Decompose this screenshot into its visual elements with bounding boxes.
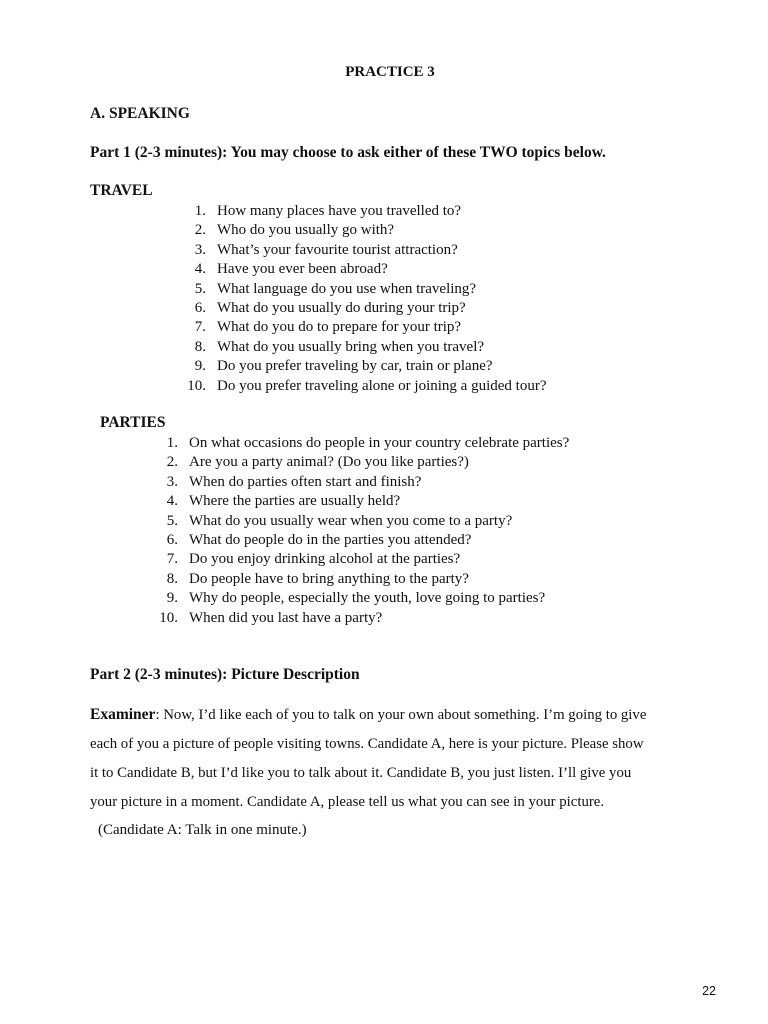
item-number: 9. [166,590,178,607]
paragraph-line: each of you a picture of people visiting towns. Candidate A, here is your picture. Please show [90,736,644,752]
part1-heading: Part 1 (2-3 minutes): You may choose to ask either of these TWO topics below. [90,144,606,161]
paragraph-line: : Now, I’d like each of you to talk on your own about something. I’m going to give [155,707,647,723]
list-item [152,570,569,589]
list-item [180,318,546,337]
list-item [152,453,569,472]
item-number: 6. [194,299,206,316]
list-item [180,260,546,279]
item-number: 3. [166,473,178,490]
item-text: What do you do to prepare for your trip? [217,319,462,336]
item-number: 5. [166,512,178,529]
item-number: 3. [194,241,206,258]
item-text: Do you enjoy drinking alcohol at the parties? [189,551,461,568]
list-item [152,492,569,511]
item-text: When did you last have a party? [189,609,383,626]
paragraph-line: your picture in a moment. Candidate A, please tell us what you can see in your picture. [90,794,605,810]
item-number: 7. [166,551,178,568]
parties-heading: PARTIES [100,414,166,431]
list-item [180,202,546,221]
paragraph-line: it to Candidate B, but I’d like you to talk about it. Candidate B, you just listen. I’ll give you [90,765,632,781]
item-number: 7. [194,319,206,336]
page-title: PRACTICE 3 [345,64,435,80]
list-item [180,338,546,357]
item-number: 2. [194,222,206,239]
travel-heading: TRAVEL [90,182,153,199]
item-number: 2. [166,454,178,471]
parties-question-list [152,434,569,628]
item-text: What language do you use when traveling? [217,280,477,297]
item-text: What do people do in the parties you attended? [189,531,472,548]
item-number: 10. [159,609,178,626]
item-text: What’s your favourite tourist attraction? [217,241,458,258]
candidate-note: (Candidate A: Talk in one minute.) [98,822,307,838]
item-text: When do parties often start and finish? [189,473,422,490]
list-item [152,434,569,453]
item-text: Are you a party animal? (Do you like parties?) [189,454,469,471]
item-text: How many places have you travelled to? [217,203,462,219]
item-number: 1. [166,435,178,451]
item-text: Who do you usually go with? [217,222,395,239]
section-heading: A. SPEAKING [90,105,190,122]
item-text: Where the parties are usually held? [189,493,401,510]
list-item [152,550,569,569]
list-item [180,377,546,396]
list-item [180,299,546,318]
item-number: 8. [194,338,206,355]
page-number: 22 [702,984,716,998]
item-number: 4. [194,261,206,278]
item-text: Do people have to bring anything to the party? [189,570,469,587]
list-item [180,241,546,260]
item-number: 9. [194,358,206,375]
list-item [152,473,569,492]
item-text: Do you prefer traveling alone or joining a guided tour? [217,377,547,394]
list-item [180,221,546,240]
item-text: What do you usually bring when you travel? [217,338,485,355]
item-number: 8. [166,570,178,587]
list-item [152,512,569,531]
item-number: 5. [194,280,206,297]
examiner-label: Examiner [90,706,156,723]
item-number: 1. [194,203,206,219]
item-number: 4. [166,493,178,510]
list-item [152,531,569,550]
examiner-paragraph [90,700,710,817]
part2-heading: Part 2 (2-3 minutes): Picture Description [90,666,360,683]
item-text: What do you usually wear when you come to a party? [189,512,513,529]
item-text: On what occasions do people in your country celebrate parties? [189,435,570,451]
item-text: Have you ever been abroad? [217,261,388,278]
item-text: What do you usually do during your trip? [217,299,466,316]
item-text: Do you prefer traveling by car, train or plane? [217,358,493,375]
item-number: 6. [166,531,178,548]
travel-question-list [180,202,546,396]
list-item [180,280,546,299]
list-item [152,589,569,608]
item-number: 10. [187,377,206,394]
list-item [180,357,546,376]
list-item [152,609,569,628]
item-text: Why do people, especially the youth, love going to parties? [189,590,546,607]
